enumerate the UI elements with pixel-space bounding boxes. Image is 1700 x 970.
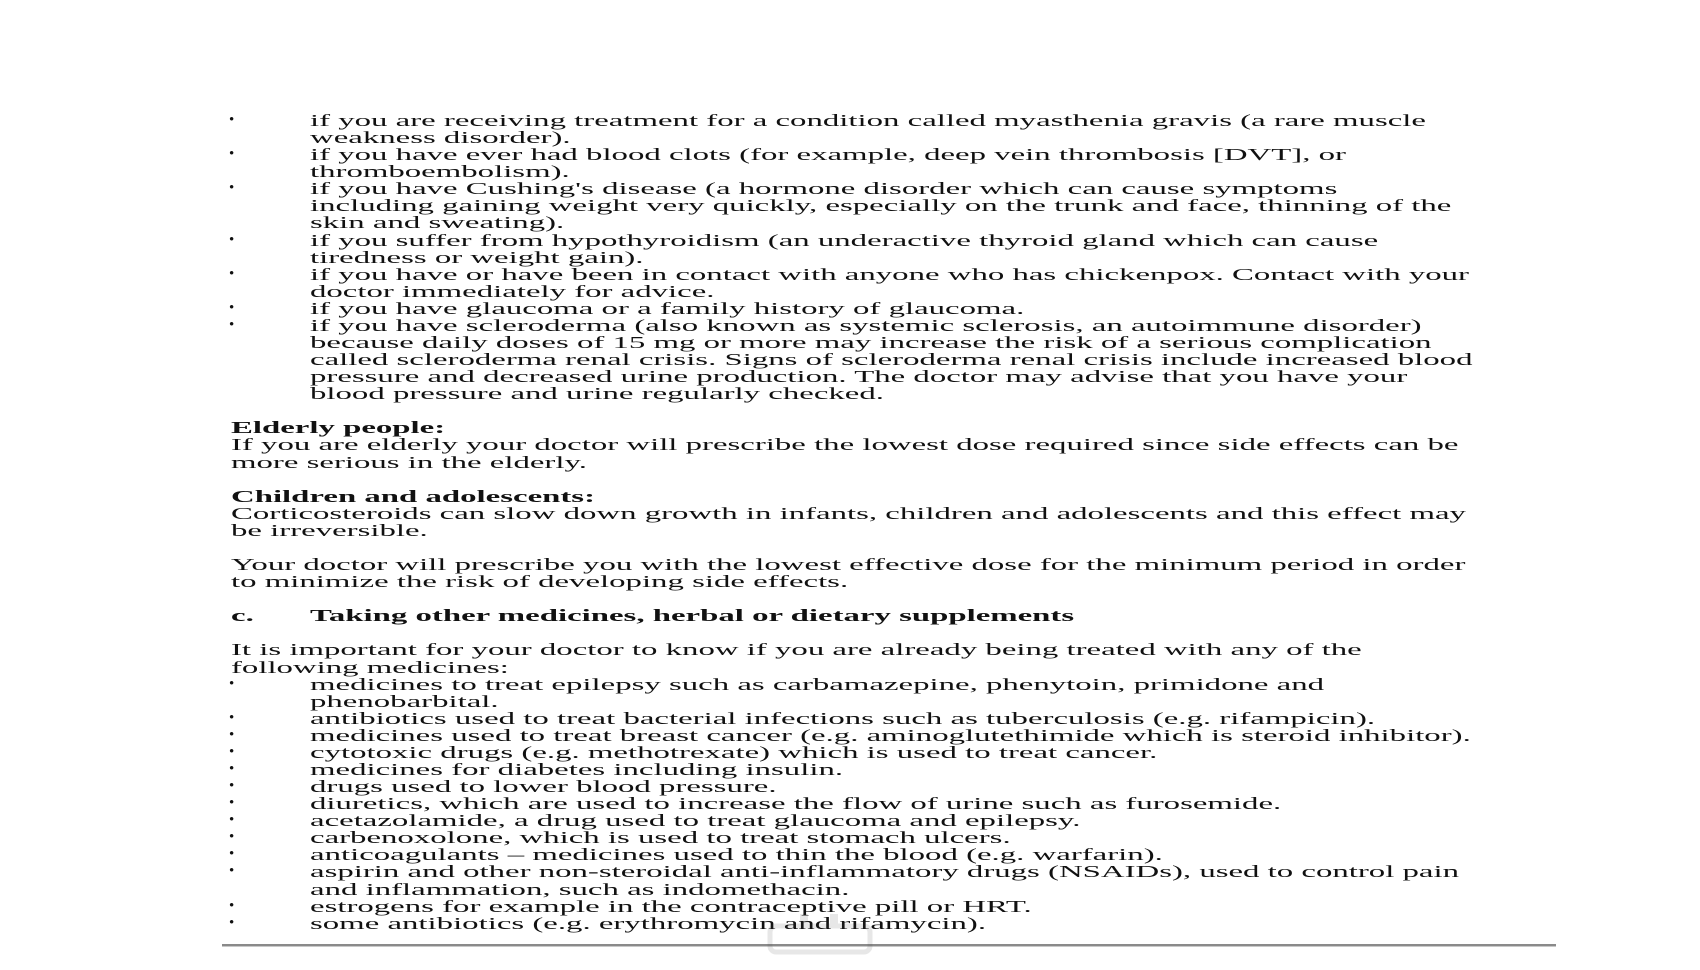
line-text: to minimize the risk of developing side effects. xyxy=(231,572,849,592)
line-text: phenobarbital. xyxy=(310,691,499,711)
paragraph xyxy=(0,641,1700,675)
section-heading xyxy=(0,488,1700,505)
bullet-icon: • xyxy=(229,316,235,333)
line-text: Your doctor will prescribe you with the lowest effective dose for the minimum period in order xyxy=(231,555,1466,575)
text-line xyxy=(0,266,1700,283)
text-line xyxy=(0,710,1700,727)
text-line xyxy=(0,693,1700,710)
line-text: be irreversible. xyxy=(231,520,428,540)
paragraph xyxy=(0,436,1700,470)
line-text: medicines to treat epilepsy such as carbamazepine, phenytoin, primidone and xyxy=(310,674,1325,694)
text-line xyxy=(0,846,1700,863)
bullet-icon: • xyxy=(229,675,235,692)
text-line xyxy=(0,556,1700,573)
line-text: some antibiotics (e.g. erythromycin and rifamycin). xyxy=(310,913,987,933)
line-text: thromboembolism). xyxy=(310,162,570,182)
list-item xyxy=(0,846,1700,863)
line-text: and inflammation, such as indomethacin. xyxy=(310,879,850,899)
line-text: estrogens for example in the contraceptive pill or HRT. xyxy=(310,896,1032,916)
bullet-icon: • xyxy=(229,726,235,743)
list-item xyxy=(0,727,1700,744)
line-text: following medicines: xyxy=(231,657,509,677)
bullet-icon: • xyxy=(229,146,235,163)
list-item xyxy=(0,778,1700,795)
text-line xyxy=(0,863,1700,880)
section-heading xyxy=(0,419,1700,436)
paragraph xyxy=(0,505,1700,539)
line-text: including gaining weight very quickly, especially on the trunk and face, thinning of the xyxy=(310,196,1452,216)
line-text: anticoagulants – medicines used to thin the blood (e.g. warfarin). xyxy=(310,845,1163,865)
text-line xyxy=(0,180,1700,197)
bullet-icon: • xyxy=(229,914,235,931)
text-line xyxy=(0,368,1700,385)
text-line xyxy=(0,505,1700,522)
text-line xyxy=(0,197,1700,214)
line-text: diuretics, which are used to increase the flow of urine such as furosemide. xyxy=(310,794,1282,814)
text-line xyxy=(0,214,1700,231)
bullet-icon: • xyxy=(229,812,235,829)
text-line xyxy=(0,334,1700,351)
text-line xyxy=(0,300,1700,317)
list-item xyxy=(0,710,1700,727)
text-line xyxy=(0,761,1700,778)
section-label: c. xyxy=(231,606,254,626)
line-text: antibiotics used to treat bacterial infections such as tuberculosis (e.g. rifampicin). xyxy=(310,708,1376,728)
bullet-icon: • xyxy=(229,795,235,812)
line-text: tiredness or weight gain). xyxy=(310,247,644,267)
line-text: drugs used to lower blood pressure. xyxy=(310,777,777,797)
blank-line xyxy=(0,402,1700,419)
line-text: if you suffer from hypothyroidism (an underactive thyroid gland which can cause xyxy=(310,230,1379,250)
list-item xyxy=(0,812,1700,829)
text-line xyxy=(0,881,1700,898)
bullet-icon: • xyxy=(229,709,235,726)
page-divider xyxy=(222,944,1556,947)
text-line xyxy=(0,641,1700,658)
list-item xyxy=(0,232,1700,266)
line-text: if you are receiving treatment for a condition called myasthenia gravis (a rare muscle xyxy=(310,111,1426,130)
list-item xyxy=(0,829,1700,846)
bullet-icon: • xyxy=(229,846,235,863)
blank-line xyxy=(0,590,1700,607)
text-line xyxy=(0,351,1700,368)
line-text: doctor immediately for advice. xyxy=(310,281,715,301)
line-text: skin and sweating). xyxy=(310,213,565,233)
line-text: if you have or have been in contact with anyone who has chickenpox. Contact with your xyxy=(310,264,1469,284)
bullet-icon: • xyxy=(229,112,235,128)
paragraph xyxy=(0,556,1700,590)
text-line xyxy=(0,607,1700,624)
bullet-icon: • xyxy=(229,760,235,777)
bullet-icon: • xyxy=(229,863,235,880)
bullet-icon: • xyxy=(229,897,235,914)
list-item xyxy=(0,863,1700,897)
line-text: if you have scleroderma (also known as systemic sclerosis, an autoimmune disorder) xyxy=(310,315,1422,335)
list-item xyxy=(0,761,1700,778)
list-item xyxy=(0,146,1700,180)
blank-line xyxy=(0,539,1700,556)
bullet-icon: • xyxy=(229,829,235,846)
line-text: if you have glaucoma or a family history of glaucoma. xyxy=(310,298,1025,318)
line-text: If you are elderly your doctor will prescribe the lowest dose required since side effects can be xyxy=(231,435,1459,455)
text-line xyxy=(0,573,1700,590)
bullet-icon: • xyxy=(229,180,235,197)
list-item xyxy=(0,676,1700,710)
list-item xyxy=(0,317,1700,402)
text-line xyxy=(0,744,1700,761)
line-text: called scleroderma renal crisis. Signs of scleroderma renal crisis include increased blood xyxy=(310,350,1473,370)
text-line xyxy=(0,795,1700,812)
line-text: cytotoxic drugs (e.g. methotrexate) which is used to treat cancer. xyxy=(310,742,1158,762)
line-text: Taking other medicines, herbal or dietary supplements xyxy=(310,606,1075,626)
list-item xyxy=(0,744,1700,761)
text-line xyxy=(0,829,1700,846)
line-text: aspirin and other non-steroidal anti-inflammatory drugs (NSAIDs), used to control pain xyxy=(310,862,1460,882)
text-line xyxy=(0,727,1700,744)
line-text: if you have Cushing's disease (a hormone disorder which can cause symptoms xyxy=(310,179,1338,199)
text-line xyxy=(0,163,1700,180)
text-line xyxy=(0,488,1700,505)
line-text: medicines for diabetes including insulin. xyxy=(310,759,844,779)
line-text: carbenoxolone, which is used to treat stomach ulcers. xyxy=(310,828,1011,848)
text-line xyxy=(0,778,1700,795)
text-line xyxy=(0,659,1700,676)
line-text: pressure and decreased urine production. The doctor may advise that you have your xyxy=(310,367,1408,387)
text-line xyxy=(0,317,1700,334)
text-line xyxy=(0,522,1700,539)
line-text: Corticosteroids can slow down growth in infants, children and adolescents and this effect may xyxy=(231,503,1466,523)
list-item xyxy=(0,180,1700,231)
text-line xyxy=(0,436,1700,453)
line-text: acetazolamide, a drug used to treat glaucoma and epilepsy. xyxy=(310,811,1081,831)
bullet-icon: • xyxy=(229,231,235,248)
document-page xyxy=(0,112,1700,932)
watermark-logo xyxy=(760,912,880,956)
bullet-icon: • xyxy=(229,743,235,760)
list-item xyxy=(0,112,1700,146)
blank-line xyxy=(0,624,1700,641)
line-text: blood pressure and urine regularly checked. xyxy=(310,384,884,404)
line-text: if you have ever had blood clots (for example, deep vein thrombosis [DVT], or xyxy=(310,145,1346,165)
text-line xyxy=(0,112,1700,129)
list-item xyxy=(0,795,1700,812)
text-line xyxy=(0,283,1700,300)
line-text: weakness disorder). xyxy=(310,128,571,148)
line-text: Elderly people: xyxy=(231,418,446,438)
text-line xyxy=(0,232,1700,249)
bullet-icon: • xyxy=(229,778,235,795)
bullet-icon: • xyxy=(229,299,235,316)
text-line xyxy=(0,419,1700,436)
text-line xyxy=(0,385,1700,402)
bullet-icon: • xyxy=(229,265,235,282)
blank-line xyxy=(0,471,1700,488)
list-item xyxy=(0,300,1700,317)
line-text: Children and adolescents: xyxy=(231,486,596,506)
line-text: more serious in the elderly. xyxy=(231,452,587,472)
text-line xyxy=(0,129,1700,146)
line-text: medicines used to treat breast cancer (e.g. aminoglutethimide which is steroid inhibitor). xyxy=(310,725,1471,745)
list-item xyxy=(0,266,1700,300)
text-line xyxy=(0,676,1700,693)
text-line xyxy=(0,146,1700,163)
line-text: It is important for your doctor to know if you are already being treated with any of the xyxy=(231,640,1362,660)
text-line xyxy=(0,249,1700,266)
text-line xyxy=(0,454,1700,471)
text-line xyxy=(0,812,1700,829)
section-title xyxy=(0,607,1700,624)
line-text: because daily doses of 15 mg or more may increase the risk of a serious complication xyxy=(310,333,1432,353)
